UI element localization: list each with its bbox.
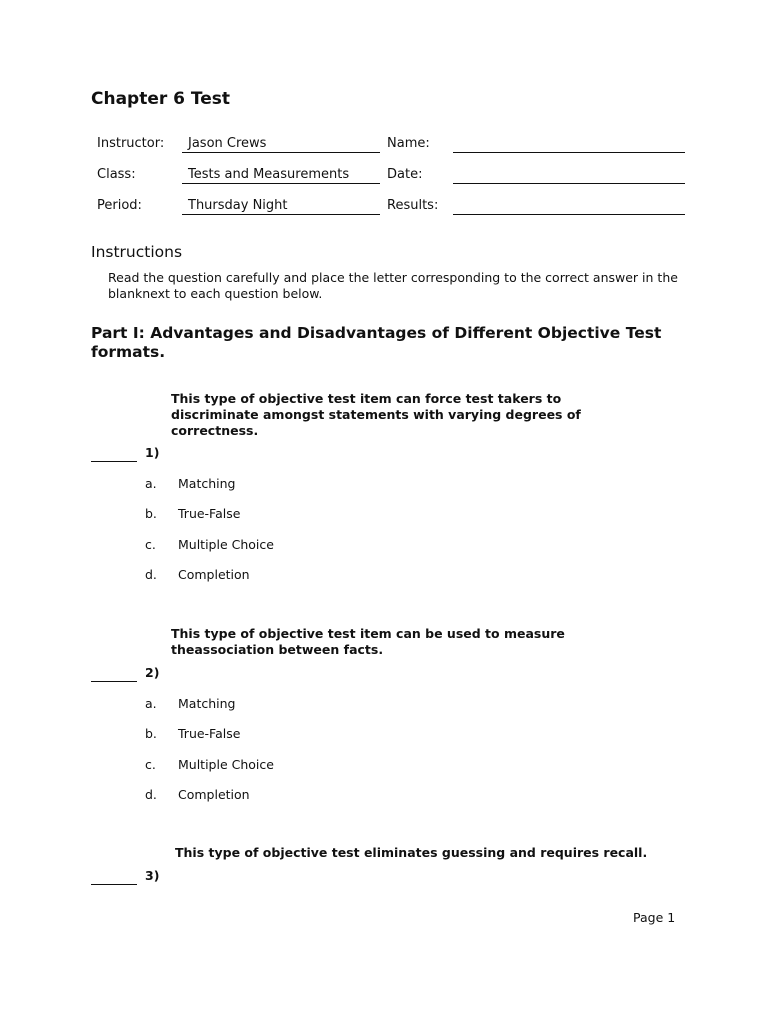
question-3-answer-blank[interactable] — [91, 869, 137, 885]
question-2-answer-blank[interactable] — [91, 666, 137, 682]
class-value: Tests and Measurements — [182, 167, 380, 184]
question-2-option-d-text: Completion — [178, 787, 250, 802]
question-1-option-c-letter: c. — [145, 537, 156, 552]
question-1-option-d-text: Completion — [178, 567, 250, 582]
question-1-option-a-letter: a. — [145, 476, 157, 491]
results-label: Results: — [387, 198, 439, 213]
question-2-text: This type of objective test item can be used to measure theassociation between facts. — [171, 626, 565, 657]
instructions-heading: Instructions — [91, 243, 183, 261]
question-1-option-d-letter: d. — [145, 567, 157, 582]
instructor-label: Instructor: — [97, 136, 165, 151]
date-label: Date: — [387, 167, 423, 182]
date-blank[interactable] — [453, 166, 685, 184]
period-value: Thursday Night — [182, 198, 380, 215]
question-2-option-b-text: True-False — [178, 726, 241, 741]
instructions-text: Read the question carefully and place the letter corresponding to the correct answer in the blanknext to each question below. — [108, 270, 678, 301]
page-title: Chapter 6 Test — [91, 89, 231, 109]
question-3-number: 3) — [145, 868, 160, 883]
question-1-number: 1) — [145, 445, 160, 460]
results-blank[interactable] — [453, 197, 685, 215]
question-1-option-b-letter: b. — [145, 506, 157, 521]
question-1-option-a-text: Matching — [178, 476, 236, 491]
question-1-option-c-text: Multiple Choice — [178, 537, 274, 552]
question-3-text: This type of objective test eliminates guessing and requires recall. — [175, 845, 648, 860]
question-1-answer-blank[interactable] — [91, 446, 137, 462]
question-2-option-a-letter: a. — [145, 696, 157, 711]
question-2-option-c-text: Multiple Choice — [178, 757, 274, 772]
question-2-option-c-letter: c. — [145, 757, 156, 772]
part-title: Part I: Advantages and Disadvantages of Different Objective Test formats. — [91, 324, 662, 361]
class-label: Class: — [97, 167, 136, 182]
instructor-value: Jason Crews — [182, 136, 380, 153]
period-label: Period: — [97, 198, 142, 213]
question-1-option-b-text: True-False — [178, 506, 241, 521]
question-2-option-a-text: Matching — [178, 696, 236, 711]
question-2-option-d-letter: d. — [145, 787, 157, 802]
name-label: Name: — [387, 136, 430, 151]
question-2-option-b-letter: b. — [145, 726, 157, 741]
question-1-text: This type of objective test item can force test takers to discriminate amongst statements with varying degrees of correctness. — [171, 391, 581, 438]
page-number: Page 1 — [633, 910, 676, 925]
question-2-number: 2) — [145, 665, 160, 680]
name-blank[interactable] — [453, 135, 685, 153]
